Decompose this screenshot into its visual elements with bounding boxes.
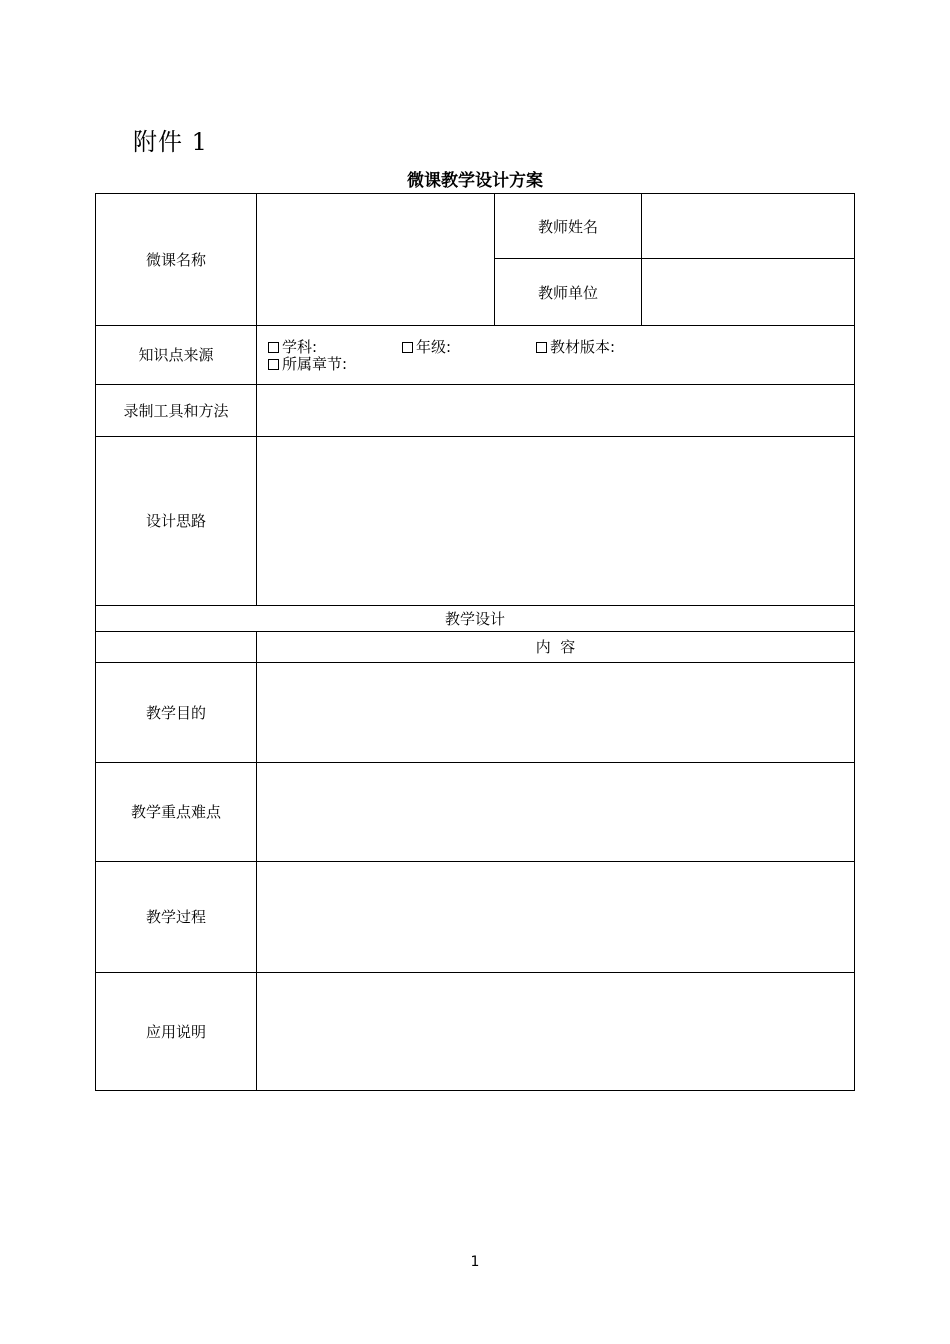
- checkbox-icon[interactable]: [268, 359, 279, 370]
- page-title: 微课教学设计方案: [407, 171, 543, 191]
- teacher-unit-field[interactable]: [642, 259, 855, 326]
- checkbox-icon[interactable]: [536, 342, 547, 353]
- page-number: 1: [470, 1254, 480, 1270]
- content-header-blank: [95, 631, 257, 663]
- subject-option[interactable]: [268, 339, 402, 356]
- design-idea-field[interactable]: [257, 436, 855, 606]
- content-header: 内 容: [257, 631, 855, 663]
- checkbox-icon[interactable]: [268, 342, 279, 353]
- course-name-field[interactable]: [257, 193, 495, 326]
- design-idea-label: 设计思路: [95, 436, 257, 606]
- textbook-version-option[interactable]: [536, 339, 615, 356]
- checkbox-icon[interactable]: [402, 342, 413, 353]
- teacher-name-label: 教师姓名: [495, 193, 642, 259]
- teaching-goal-label: 教学目的: [95, 662, 257, 763]
- textbook-version-label: 教材版本:: [550, 338, 616, 356]
- knowledge-source-options: [268, 339, 848, 373]
- key-points-label: 教学重点难点: [95, 762, 257, 862]
- teaching-design-header: 教学设计: [95, 605, 855, 632]
- attachment-label: 附件 1: [133, 128, 208, 156]
- subject-label: 学科:: [282, 338, 318, 356]
- teaching-process-label: 教学过程: [95, 861, 257, 973]
- teaching-goal-field[interactable]: [257, 662, 855, 763]
- grade-option[interactable]: [402, 339, 536, 356]
- recording-field[interactable]: [257, 384, 855, 437]
- chapter-option[interactable]: [268, 356, 347, 373]
- application-label: 应用说明: [95, 972, 257, 1091]
- grade-label: 年级:: [416, 338, 452, 356]
- teacher-unit-label: 教师单位: [495, 259, 642, 326]
- application-field[interactable]: [257, 972, 855, 1091]
- course-name-label: 微课名称: [95, 193, 257, 326]
- teaching-process-field[interactable]: [257, 861, 855, 973]
- key-points-field[interactable]: [257, 762, 855, 862]
- recording-label: 录制工具和方法: [95, 384, 257, 437]
- teacher-name-field[interactable]: [642, 193, 855, 259]
- chapter-label: 所属章节:: [282, 355, 348, 373]
- knowledge-source-label: 知识点来源: [95, 325, 257, 385]
